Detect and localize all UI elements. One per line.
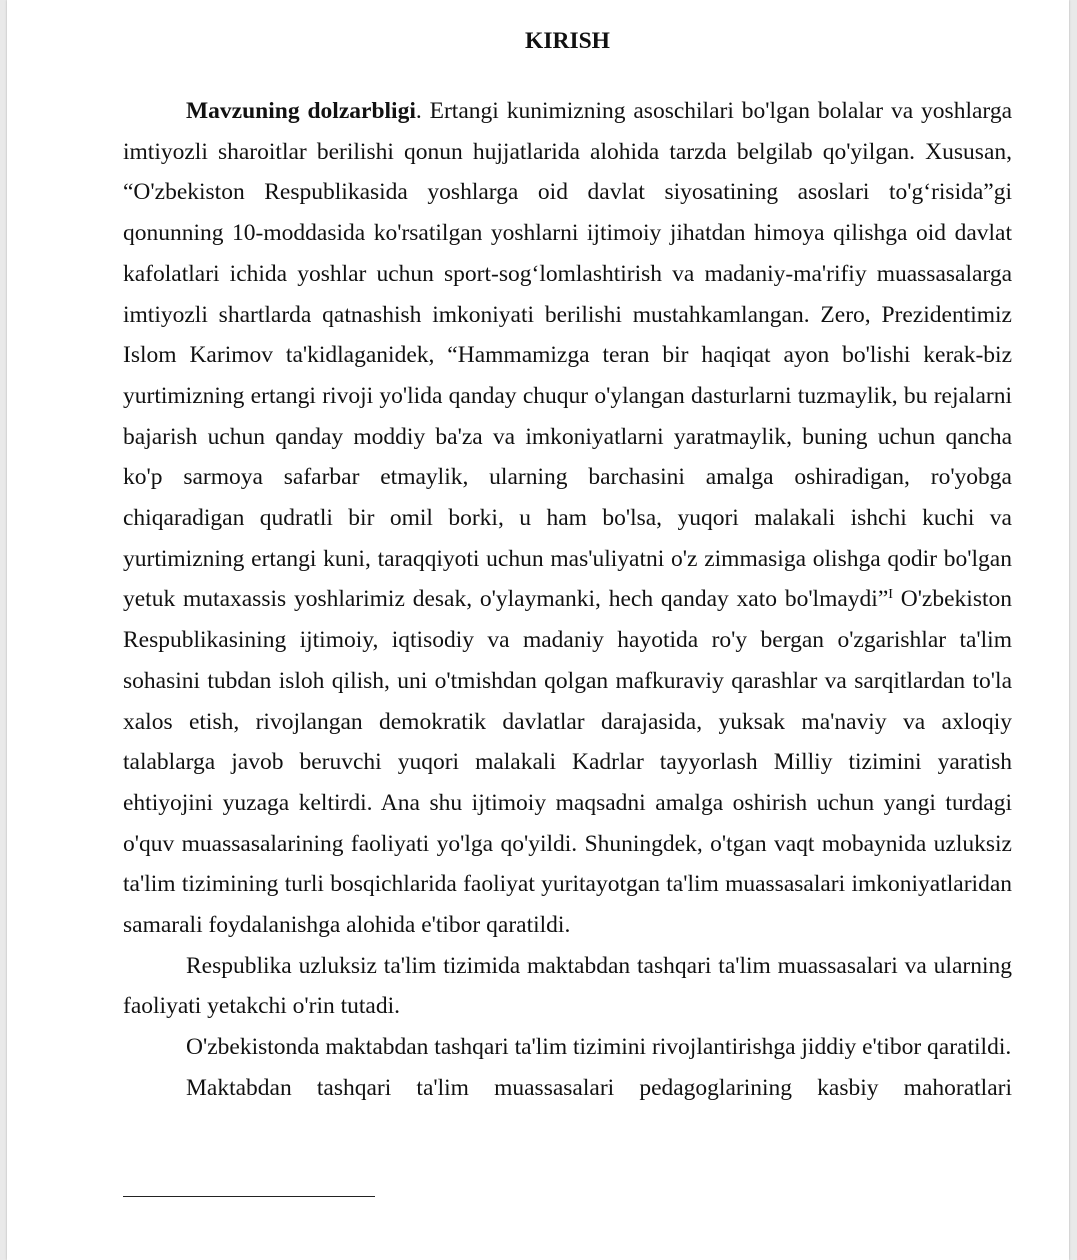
page-content bbox=[123, 0, 1012, 1109]
paragraph-text: Respublika uzluksiz ta'lim tizimida maktabdan tashqari ta'lim muassasalari va ularning faoliyati yetakchi o'rin tutadi. bbox=[123, 952, 1012, 1020]
paragraph-text: O'zbekiston Respublikasining ijtimoiy, iqtisodiy va madaniy hayotida ro'y bergan o'zgarishlar ta'lim sohasini tubdan isloh qilish, uni o'tmishdan qolgan mafkuraviy qarashlar va sarqitlardan to'la xalos etish, rivojlangan demokratik davlatlar darajasida, yuksak ma'naviy va axloqiy talablarga javob beruvchi yuqori malakali Kadrlar tayyorlash Milliy tizimini yaratish ehtiyojini yuzaga keltirdi. Ana shu ijtimoiy maqsadni amalga oshirish uchun yangi turdagi o'quv muassasalarining faoliyati yo'lga qo'yildi. Shuningdek, o'tgan vaqt mobaynida uzluksiz ta'lim tizimining turli bosqichlarida faoliyat yuritayotgan ta'lim muassasalari imkoniyatlaridan samarali foydalanishga alohida e'tibor qaratildi. bbox=[123, 586, 1012, 939]
footnote-mark[interactable]: I bbox=[888, 587, 893, 603]
document-page bbox=[7, 0, 1069, 1260]
paragraph-text: . Ertangi kunimizning asoschilari bo'lgan bolalar va yoshlarga imtiyozli sharoitlar berilishi qonun hujjatlarida alohida tarzda belgilab qo'yilgan. Xususan, “O'zbekiston Respublikasida yoshlarga oid davlat siyosatining asoslari to'g‘risida”gi qonunning 10-moddasida ko'rsatilgan yoshlarni ijtimoiy jihatdan himoya qilishga oid davlat kafolatlari ichida yoshlar uchun sport-sog‘lomlashtirish va madaniy-ma'rifiy muassasalarga imtiyozli shartlarda qatnashish imkoniyati berilishi mustahkamlangan. Zero, Prezidentimiz Islom Karimov ta'kidlaganidek, “Hammamizga teran bir haqiqat ayon bo'lishi kerak-biz yurtimizning ertangi rivoji yo'lida qanday chuqur o'ylangan dasturlarni tuzmaylik, bu rejalarni bajarish uchun qanday moddiy ba'za va imkoniyatlarni yaratmaylik, buning uchun qancha ko'p sarmoya safarbar etmaylik, ularning barchasini amalga oshiradigan, ro'yobga chiqaradigan qudratli bir omil borki, u ham bo'lsa, yuqori malakali ishchi kuchi va yurtimizning ertangi kuni, taraqqiyoti uchun mas'uliyatni o'z zimmasiga olishga qodir bo'lgan yetuk mutaxassis yoshlarimiz desak, o'ylaymanki, hech qanday xato bo'lmaydi” bbox=[123, 98, 1012, 613]
document-body bbox=[123, 91, 1012, 1109]
paragraph-relevance bbox=[123, 91, 1012, 946]
footnote-separator bbox=[123, 1196, 375, 1197]
paragraph-text: Maktabdan tashqari ta'lim muassasalari pedagoglarining kasbiy mahoratlari bbox=[186, 1074, 1012, 1101]
page-title: KIRISH bbox=[525, 28, 610, 54]
paragraph-lead-heading: Mavzuning dolzarbligi bbox=[186, 98, 416, 124]
paragraph-text: O'zbekistonda maktabdan tashqari ta'lim tizimini rivojlantirishga jiddiy e'tibor qaratildi. bbox=[186, 1034, 1012, 1061]
